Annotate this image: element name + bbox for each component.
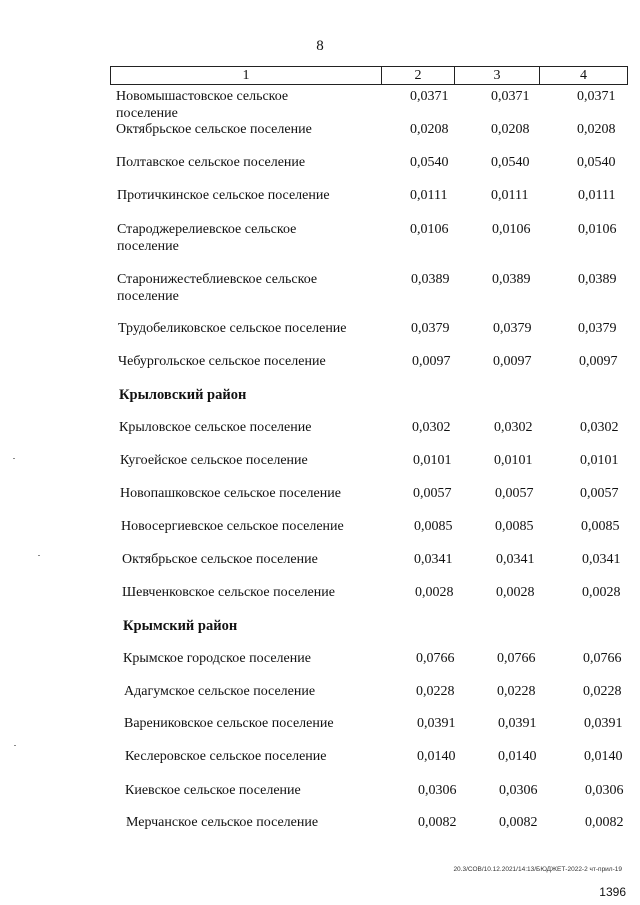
value-col-2: 0,0391: [417, 716, 456, 731]
value-col-4: 0,0057: [580, 486, 619, 501]
scan-speck: [38, 555, 40, 556]
value-col-3: 0,0028: [496, 585, 535, 600]
settlement-name: Новосергиевское сельское поселение: [121, 519, 344, 534]
value-col-2: 0,0140: [417, 749, 456, 764]
value-col-3: 0,0208: [491, 122, 530, 137]
value-col-2: 0,0028: [415, 585, 454, 600]
settlement-name: Мерчанское сельское поселение: [126, 815, 319, 830]
settlement-name: Варениковское сельское поселение: [124, 716, 334, 731]
value-col-4: 0,0391: [584, 716, 623, 731]
district-heading: Крыловский район: [119, 387, 247, 403]
value-col-4: 0,0106: [578, 222, 617, 237]
column-header-2: 2: [381, 67, 454, 84]
settlement-name: Шевченковское сельское поселение: [122, 585, 335, 600]
value-col-3: 0,0766: [497, 651, 536, 666]
settlement-name: Полтавское сельское поселение: [116, 155, 306, 170]
value-col-4: 0,0097: [579, 354, 618, 369]
value-col-3: 0,0140: [498, 749, 537, 764]
value-col-3: 0,0379: [493, 321, 532, 336]
district-heading: Крымский район: [123, 618, 238, 634]
value-col-4: 0,0208: [577, 122, 616, 137]
value-col-3: 0,0540: [491, 155, 530, 170]
settlement-name: Октябрьское сельское поселение: [116, 122, 312, 137]
column-header-3: 3: [454, 67, 539, 84]
value-col-2: 0,0082: [418, 815, 457, 830]
value-col-4: 0,0371: [577, 89, 616, 104]
document-code: 20.3/СОВ/10.12.2021/14:13/БЮДЖЕТ-2022-2 чт-прил-19: [453, 866, 622, 873]
value-col-4: 0,0111: [578, 188, 616, 203]
settlement-name: Новопашковское сельское поселение: [120, 486, 341, 501]
settlement-name: Октябрьское сельское поселение: [122, 552, 318, 567]
settlement-name: Трудобеликовское сельское поселение: [118, 321, 347, 336]
value-col-2: 0,0085: [414, 519, 453, 534]
value-col-3: 0,0101: [494, 453, 533, 468]
value-col-2: 0,0306: [418, 783, 457, 798]
value-col-4: 0,0306: [585, 783, 624, 798]
value-col-4: 0,0140: [584, 749, 623, 764]
value-col-3: 0,0341: [496, 552, 535, 567]
value-col-3: 0,0391: [498, 716, 537, 731]
value-col-3: 0,0228: [497, 684, 536, 699]
value-col-2: 0,0341: [414, 552, 453, 567]
value-col-2: 0,0540: [410, 155, 449, 170]
table-header: [110, 66, 628, 85]
value-col-3: 0,0082: [499, 815, 538, 830]
value-col-3: 0,0097: [493, 354, 532, 369]
value-col-4: 0,0389: [578, 272, 617, 287]
value-col-4: 0,0101: [580, 453, 619, 468]
column-header-1: 1: [242, 68, 250, 83]
value-col-4: 0,0082: [585, 815, 624, 830]
value-col-3: 0,0371: [491, 89, 530, 104]
value-col-4: 0,0379: [578, 321, 617, 336]
settlement-name: Новомышастовское сельское поселение: [116, 89, 289, 121]
value-col-4: 0,0766: [583, 651, 622, 666]
value-col-4: 0,0341: [582, 552, 621, 567]
sheet-number: 1396: [599, 885, 626, 899]
page-number: 8: [316, 38, 324, 54]
value-col-2: 0,0379: [411, 321, 450, 336]
value-col-3: 0,0306: [499, 783, 538, 798]
scan-speck: [13, 458, 15, 459]
value-col-3: 0,0106: [492, 222, 531, 237]
value-col-2: 0,0766: [416, 651, 455, 666]
value-col-2: 0,0228: [416, 684, 455, 699]
value-col-4: 0,0028: [582, 585, 621, 600]
settlement-name: Крыловское сельское поселение: [119, 420, 312, 435]
value-col-4: 0,0302: [580, 420, 619, 435]
settlement-name: Староджерелиевское сельское поселение: [117, 222, 297, 254]
settlement-name: Адагумское сельское поселение: [124, 684, 316, 699]
value-col-4: 0,0540: [577, 155, 616, 170]
value-col-3: 0,0111: [491, 188, 529, 203]
settlement-name: Киевское сельское поселение: [125, 783, 301, 798]
settlement-name: Кеслеровское сельское поселение: [125, 749, 327, 764]
settlement-name: Чебургольское сельское поселение: [118, 354, 326, 369]
value-col-4: 0,0228: [583, 684, 622, 699]
settlement-name: Крымское городское поселение: [123, 651, 311, 666]
value-col-3: 0,0085: [495, 519, 534, 534]
value-col-3: 0,0389: [492, 272, 531, 287]
settlement-name: Протичкинское сельское поселение: [117, 188, 330, 203]
value-col-2: 0,0371: [410, 89, 449, 104]
value-col-2: 0,0302: [412, 420, 451, 435]
settlement-name: Кугоейское сельское поселение: [120, 453, 308, 468]
value-col-2: 0,0389: [411, 272, 450, 287]
value-col-3: 0,0057: [495, 486, 534, 501]
value-col-4: 0,0085: [581, 519, 620, 534]
scan-speck: [14, 745, 16, 746]
value-col-2: 0,0111: [410, 188, 448, 203]
value-col-2: 0,0106: [410, 222, 449, 237]
settlement-name: Старонижестеблиевское сельское поселение: [117, 272, 318, 304]
value-col-2: 0,0097: [412, 354, 451, 369]
value-col-2: 0,0101: [413, 453, 452, 468]
value-col-2: 0,0057: [413, 486, 452, 501]
value-col-3: 0,0302: [494, 420, 533, 435]
value-col-2: 0,0208: [410, 122, 449, 137]
column-header-4: 4: [539, 67, 627, 84]
